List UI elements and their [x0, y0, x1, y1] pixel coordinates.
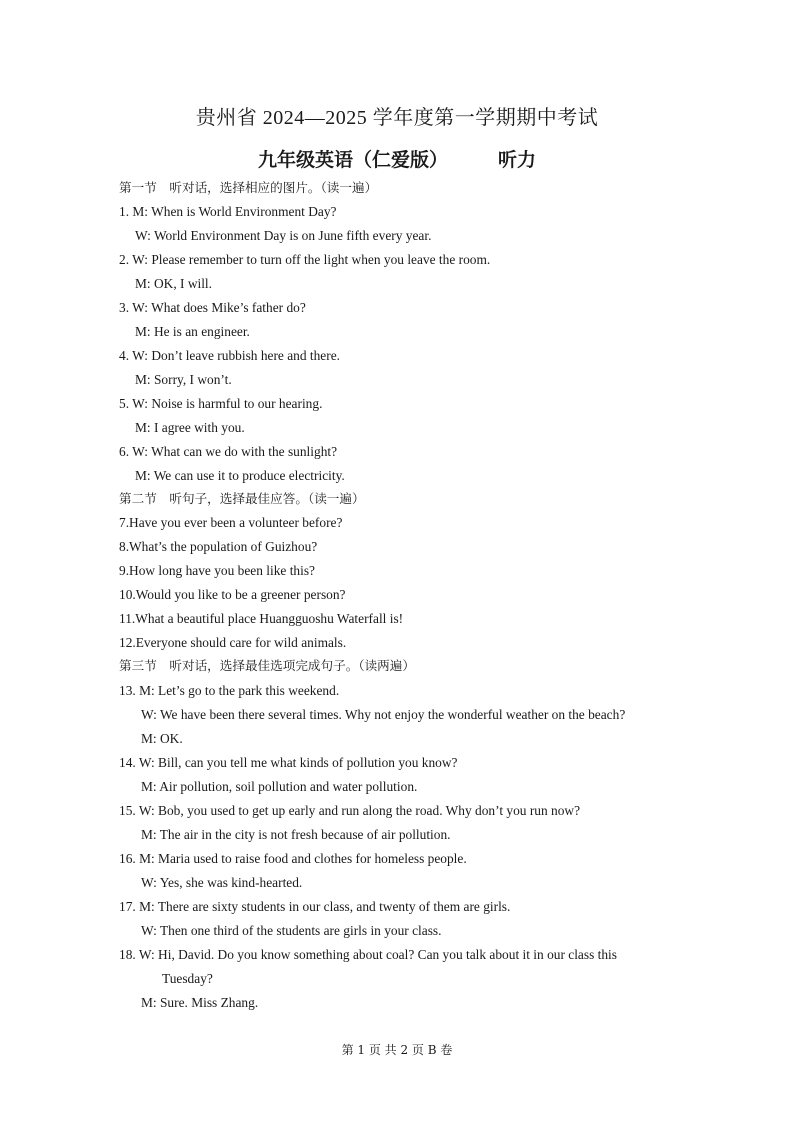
dialogue-line: 14. W: Bill, can you tell me what kinds of pollution you know? — [119, 755, 458, 770]
dialogue-line: 17. M: There are sixty students in our class, and twenty of them are girls. — [119, 899, 511, 914]
dialogue-line: 18. W: Hi, David. Do you know something about coal? Can you talk about it in our class this — [119, 947, 617, 962]
dialogue-line: 6. W: What can we do with the sunlight? — [119, 444, 338, 459]
dialogue-line: W: We have been there several times. Why not enjoy the wonderful weather on the beach? — [141, 707, 626, 722]
sentence-line: 7.Have you ever been a volunteer before? — [119, 515, 343, 530]
dialogue-line: 4. W: Don’t leave rubbish here and there. — [119, 348, 340, 363]
dialogue-line: M: OK. — [141, 731, 183, 746]
subtitle-listening: 听力 — [498, 149, 537, 171]
dialogue-line: M: OK, I will. — [135, 276, 212, 291]
dialogue-line: 1. M: When is World Environment Day? — [119, 204, 337, 219]
dialogue-line: M: He is an engineer. — [135, 324, 250, 339]
dialogue-line: 3. W: What does Mike’s father do? — [119, 300, 306, 315]
page-footer: 第 1 页 共 2 页 B 卷 — [341, 1043, 453, 1057]
dialogue-line: M: The air in the city is not fresh because of air pollution. — [141, 827, 451, 842]
dialogue-line: 16. M: Maria used to raise food and clothes for homeless people. — [119, 851, 467, 866]
dialogue-line: M: Air pollution, soil pollution and water pollution. — [141, 779, 418, 794]
dialogue-line: M: Sorry, I won’t. — [135, 372, 232, 387]
dialogue-line: W: World Environment Day is on June fifth every year. — [135, 228, 432, 243]
section-1-heading: 第一节 听对话，选择相应的图片。（读一遍） — [119, 180, 378, 195]
sentence-line: 11.What a beautiful place Huangguoshu Waterfall is! — [119, 611, 404, 626]
exam-subtitle — [258, 147, 537, 173]
dialogue-line: 5. W: Noise is harmful to our hearing. — [119, 396, 323, 411]
dialogue-line: 2. W: Please remember to turn off the light when you leave the room. — [119, 252, 491, 267]
sentence-line: 12.Everyone should care for wild animals. — [119, 635, 347, 650]
dialogue-line: M: We can use it to produce electricity. — [135, 468, 345, 483]
dialogue-line: M: I agree with you. — [135, 420, 245, 435]
section-3-heading: 第三节 听对话，选择最佳选项完成句子。（读两遍） — [119, 658, 415, 673]
dialogue-line: 15. W: Bob, you used to get up early and run along the road. Why don’t you run now? — [119, 803, 581, 818]
exam-title: 贵州省 2024—2025 学年度第一学期期中考试 — [195, 107, 599, 129]
sentence-line: 10.Would you like to be a greener person? — [119, 587, 346, 602]
sentence-line: 9.How long have you been like this? — [119, 563, 315, 578]
sentence-line: 8.What’s the population of Guizhou? — [119, 539, 318, 554]
dialogue-line: W: Yes, she was kind-hearted. — [141, 875, 303, 890]
dialogue-line: W: Then one third of the students are girls in your class. — [141, 923, 442, 938]
section-2-heading: 第二节 听句子，选择最佳应答。（读一遍） — [119, 491, 365, 506]
subtitle-subject: 九年级英语（仁爱版） — [258, 149, 449, 171]
dialogue-line: 13. M: Let’s go to the park this weekend. — [119, 683, 340, 698]
dialogue-line: M: Sure. Miss Zhang. — [141, 995, 259, 1010]
dialogue-line: Tuesday? — [162, 971, 213, 986]
